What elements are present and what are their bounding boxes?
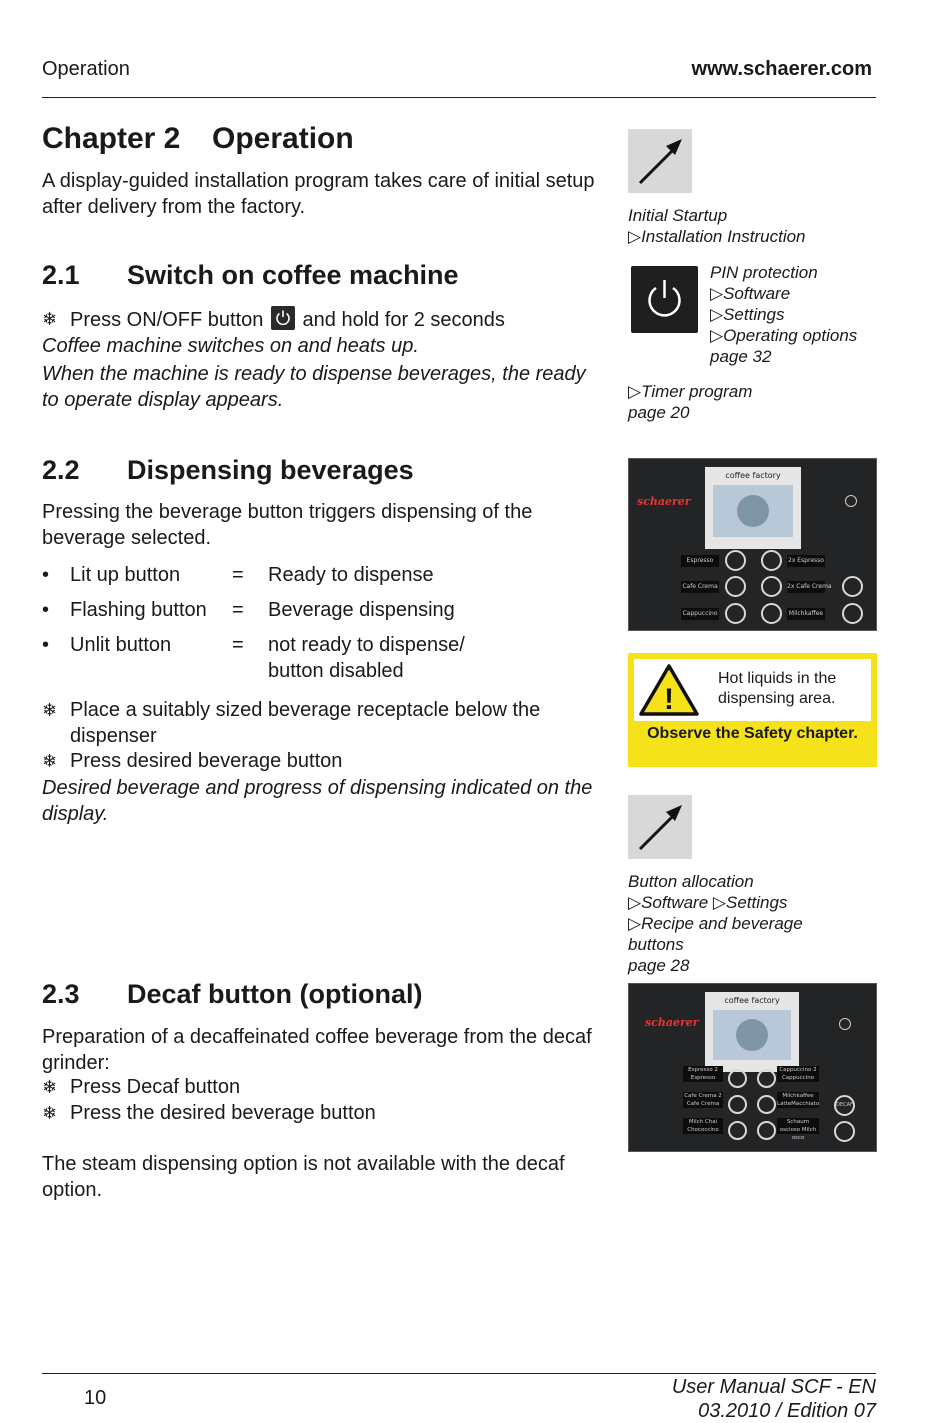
svg-text:!: ! bbox=[664, 683, 674, 716]
panel-label: Espresso 2 Espresso bbox=[683, 1066, 723, 1082]
chapter-number: Chapter 2 bbox=[42, 122, 181, 155]
panel-button bbox=[728, 1069, 747, 1088]
step-text: and hold for 2 seconds bbox=[302, 309, 505, 331]
result-dispensing: Desired beverage and progress of dispensing indicated on the display. bbox=[42, 777, 593, 825]
section-number: 2.2 bbox=[42, 455, 80, 485]
panel-steam-icon bbox=[842, 576, 863, 597]
warning-top bbox=[634, 659, 871, 721]
panel-label: Cafe Crema bbox=[681, 581, 719, 593]
bullet-icon: • bbox=[42, 564, 50, 586]
panel-screen-title: coffee factory bbox=[725, 471, 781, 480]
panel-power-icon bbox=[845, 495, 857, 507]
section-title: Decaf button (optional) bbox=[127, 979, 423, 1009]
legend-label: Lit up button bbox=[70, 564, 181, 586]
footer-manual: User Manual SCF - EN bbox=[671, 1376, 876, 1398]
ref-text: page 28 bbox=[628, 956, 690, 975]
triangle-icon: ▷ bbox=[710, 284, 724, 303]
warning-triangle-icon bbox=[638, 663, 700, 717]
ref-text: Operating options bbox=[723, 326, 858, 345]
triangle-icon: ▷ bbox=[628, 914, 642, 933]
footer-edition: 03.2010 / Edition 07 bbox=[698, 1400, 876, 1422]
step-text: Press desired beverage button bbox=[70, 750, 343, 772]
dispensing-intro: Pressing the beverage button triggers dispensing of the beverage selected. bbox=[42, 501, 533, 549]
panel-screen-title: coffee factory bbox=[724, 996, 780, 1005]
legend-value: Ready to dispense bbox=[268, 564, 434, 586]
ref-text: Settings bbox=[723, 305, 785, 324]
legend-eq: = bbox=[232, 564, 244, 586]
legend-flashing bbox=[42, 597, 602, 623]
panel-screen bbox=[705, 992, 799, 1072]
panel-button bbox=[725, 550, 746, 571]
step-press-desired bbox=[42, 1100, 597, 1126]
section-heading-2-1 bbox=[42, 260, 459, 291]
reference-arrow-icon bbox=[628, 129, 692, 193]
step-marker-icon: ❄ bbox=[42, 1103, 58, 1123]
ref-button-allocation bbox=[628, 871, 803, 976]
header-website: www.schaerer.com bbox=[691, 58, 872, 80]
result-ready: When the machine is ready to dispense beverages, the ready to operate display appears. bbox=[42, 363, 586, 411]
panel-label: Milch Chai Chococcino bbox=[683, 1118, 723, 1134]
legend-unlit bbox=[42, 632, 602, 684]
triangle-icon: ▷ bbox=[710, 326, 724, 345]
triangle-icon: ▷ bbox=[628, 893, 642, 912]
ref-text: Settings bbox=[725, 893, 788, 912]
panel-button bbox=[757, 1069, 776, 1088]
step-press-beverage bbox=[42, 748, 597, 774]
ref-text: Software bbox=[641, 893, 709, 912]
panel-label: 2x Cafe Crema bbox=[787, 581, 825, 593]
step-marker-icon: ❄ bbox=[42, 309, 58, 329]
panel-cup-icon bbox=[842, 603, 863, 624]
panel-label: Espresso bbox=[681, 555, 719, 567]
panel-label: Schaum oscioso Milch osco bbox=[777, 1118, 819, 1134]
step-text: Press the desired beverage button bbox=[70, 1102, 376, 1124]
warning-box bbox=[628, 653, 877, 767]
panel-decaf-button: DECAF bbox=[834, 1095, 855, 1116]
result-heats-up: Coffee machine switches on and heats up. bbox=[42, 335, 419, 357]
legend-label: Unlit button bbox=[70, 634, 172, 656]
panel-button bbox=[725, 603, 746, 624]
panel-label: Cappuccino bbox=[681, 608, 719, 620]
decaf-note: The steam dispensing option is not available with the decaf option. bbox=[42, 1153, 565, 1201]
ref-text: buttons bbox=[628, 935, 684, 954]
section-heading-2-3 bbox=[42, 979, 422, 1010]
triangle-icon: ▷ bbox=[628, 227, 642, 246]
section-title: Switch on coffee machine bbox=[127, 260, 459, 290]
triangle-icon: ▷ bbox=[712, 893, 726, 912]
legend-label: Flashing button bbox=[70, 599, 207, 621]
decaf-intro: Preparation of a decaffeinated coffee beverage from the decaf grinder: bbox=[42, 1026, 592, 1074]
panel-screen bbox=[705, 467, 801, 549]
legend-eq: = bbox=[232, 599, 244, 621]
legend-value: Beverage dispensing bbox=[268, 599, 455, 621]
panel-label: Cafe Crema 2 Cafe Crema bbox=[684, 1093, 722, 1107]
page-number: 10 bbox=[84, 1387, 107, 1409]
step-text: Place a suitably sized beverage receptacle below the dispenser bbox=[70, 699, 541, 747]
ref-text: PIN protection bbox=[710, 263, 818, 282]
ref-text: Button allocation bbox=[628, 872, 754, 891]
ref-text: Recipe and beverage bbox=[641, 914, 803, 933]
step-press-onoff bbox=[42, 306, 597, 333]
ref-initial-startup bbox=[628, 205, 806, 247]
power-button-icon bbox=[631, 266, 698, 333]
chapter-title bbox=[42, 122, 354, 156]
panel-button bbox=[728, 1121, 747, 1140]
panel-button bbox=[757, 1095, 776, 1114]
warning-text: Hot liquids in the dispensing area. bbox=[718, 670, 837, 707]
ref-text: page 32 bbox=[710, 347, 772, 366]
panel-button bbox=[761, 550, 782, 571]
panel-button bbox=[728, 1095, 747, 1114]
step-marker-icon: ❄ bbox=[42, 751, 58, 771]
panel-label: 2x Espresso bbox=[787, 555, 825, 567]
panel-button bbox=[725, 576, 746, 597]
ref-timer-program bbox=[628, 381, 752, 423]
ref-text: Initial Startup bbox=[628, 206, 728, 225]
ref-text: Timer program bbox=[641, 382, 753, 401]
panel-screen-display bbox=[713, 485, 793, 537]
ref-pin-protection bbox=[710, 262, 857, 367]
power-button-icon bbox=[271, 306, 295, 330]
panel-label: Milchkaffee LatteMacchiato bbox=[777, 1093, 820, 1107]
ref-text: Software bbox=[723, 284, 791, 303]
chapter-intro: A display-guided installation program takes care of initial setup after delivery from the factory. bbox=[42, 170, 595, 218]
triangle-icon: ▷ bbox=[628, 382, 642, 401]
header-rule bbox=[42, 97, 876, 98]
legend-lit bbox=[42, 562, 602, 588]
reference-arrow-icon bbox=[628, 795, 692, 859]
step-place-receptacle bbox=[42, 697, 597, 749]
legend-value: not ready to dispense/ button disabled bbox=[268, 634, 465, 682]
step-text: Press ON/OFF button bbox=[70, 309, 264, 331]
step-marker-icon: ❄ bbox=[42, 1077, 58, 1097]
panel-button bbox=[757, 1121, 776, 1140]
legend-eq: = bbox=[232, 634, 244, 656]
section-number: 2.3 bbox=[42, 979, 80, 1009]
control-panel-image bbox=[628, 458, 877, 631]
section-heading-2-2 bbox=[42, 455, 414, 486]
step-text: Press Decaf button bbox=[70, 1076, 241, 1098]
chapter-name: Operation bbox=[212, 122, 354, 155]
panel-label: Milchkaffee bbox=[787, 608, 825, 620]
section-title: Dispensing beverages bbox=[127, 455, 414, 485]
panel-label: Cappuccino 2 Cappuccino bbox=[777, 1066, 819, 1082]
brand-logo: schaerer bbox=[637, 495, 691, 508]
warning-action: Observe the Safety chapter. bbox=[647, 725, 858, 742]
brand-logo: schaerer bbox=[645, 1016, 699, 1029]
footer-rule bbox=[42, 1373, 876, 1374]
control-panel-decaf-image bbox=[628, 983, 877, 1152]
panel-cup-icon bbox=[834, 1121, 855, 1142]
bullet-icon: • bbox=[42, 599, 50, 621]
panel-power-icon bbox=[839, 1018, 851, 1030]
section-number: 2.1 bbox=[42, 260, 80, 290]
ref-text: Installation Instruction bbox=[641, 227, 806, 246]
step-press-decaf bbox=[42, 1074, 597, 1100]
step-marker-icon: ❄ bbox=[42, 700, 58, 720]
ref-text: page 20 bbox=[628, 403, 690, 422]
header-section: Operation bbox=[42, 58, 130, 80]
triangle-icon: ▷ bbox=[710, 305, 724, 324]
panel-screen-display bbox=[713, 1010, 791, 1060]
bullet-icon: • bbox=[42, 634, 50, 656]
panel-button bbox=[761, 603, 782, 624]
panel-button bbox=[761, 576, 782, 597]
